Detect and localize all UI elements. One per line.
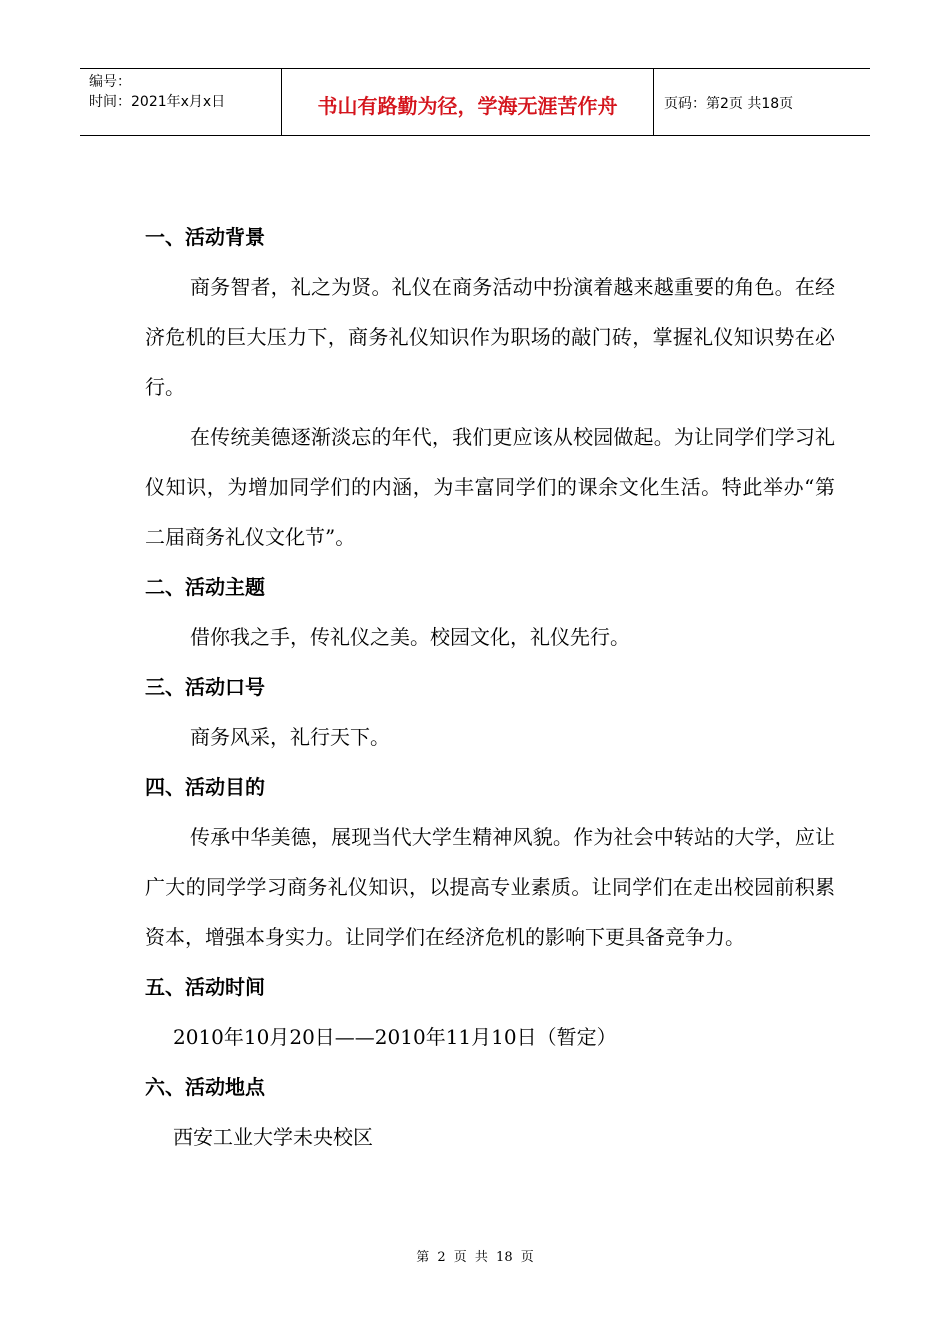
page-header: [80, 68, 870, 136]
section-heading-location: 六、活动地点: [145, 1075, 265, 1099]
background-paragraph-2: 在传统美德逐渐淡忘的年代，我们更应该从校园做起。为让同学们学习礼仪知识，为增加同学们的内涵，为丰富同学们的课余文化生活。特此举办“第二届商务礼仪文化节”。: [145, 425, 835, 549]
number-label: 编号：: [89, 74, 131, 90]
purpose-paragraph: 传承中华美德，展现当代大学生精神风貌。作为社会中转站的大学，应让广大的同学学习商务礼仪知识，以提高专业素质。让同学们在走出校园前积累资本，增强本身实力。让同学们在经济危机的影响下更具备竞争力。: [145, 825, 835, 949]
section-heading-theme: 二、活动主题: [145, 575, 265, 599]
header-page-info: 页码：第2页 共18页: [664, 96, 794, 112]
section-heading-background: 一、活动背景: [145, 225, 265, 249]
page-footer: 第 2 页 共 18 页: [416, 1250, 534, 1265]
time-text: 2010年10月20日——2010年11月10日（暂定）: [173, 1025, 617, 1049]
slogan-text: 商务风采，礼行天下。: [190, 725, 390, 749]
time-label: 时间：2021年x月x日: [89, 94, 226, 110]
theme-text: 借你我之手，传礼仪之美。校园文化，礼仪先行。: [190, 625, 630, 649]
section-heading-slogan: 三、活动口号: [145, 675, 265, 699]
header-motto: 书山有路勤为径，学海无涯苦作舟: [282, 69, 654, 135]
location-text: 西安工业大学未央校区: [173, 1125, 373, 1149]
section-heading-time: 五、活动时间: [145, 975, 265, 999]
document-body: [145, 212, 835, 1162]
header-meta: [80, 69, 282, 135]
background-paragraph-1: 商务智者，礼之为贤。礼仪在商务活动中扮演着越来越重要的角色。在经济危机的巨大压力下，商务礼仪知识作为职场的敲门砖，掌握礼仪知识势在必行。: [145, 275, 835, 399]
section-heading-purpose: 四、活动目的: [145, 775, 265, 799]
